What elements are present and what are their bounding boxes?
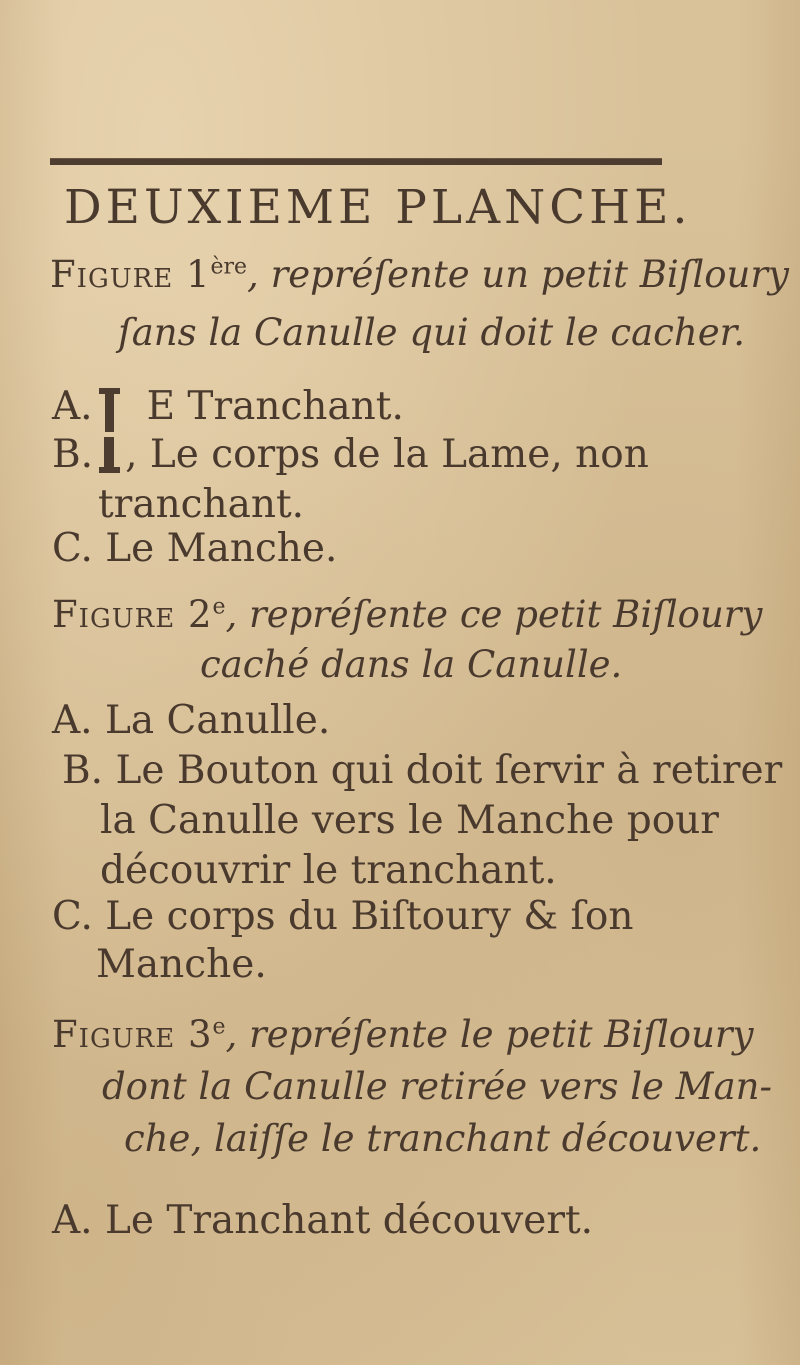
figure-2-label: Figure 2 <box>52 593 213 636</box>
item-letter: B. <box>52 432 94 477</box>
figure-3-item-a: A. Le Tranchant découvert. <box>52 1198 594 1243</box>
figure-2-item-c-cont: Manche. <box>96 942 267 987</box>
figure-2-item-c: C. Le corps du Biſtoury & ſon <box>52 894 634 939</box>
figure-2-item-a: A. La Canulle. <box>52 698 331 743</box>
blade-body-icon <box>97 437 119 477</box>
figure-1-item-c <box>52 518 337 580</box>
figure-3-caption-line-2: dont la Canulle retirée vers le Man- <box>102 1065 772 1108</box>
plate-heading: DEUXIEME PLANCHE. <box>64 180 692 235</box>
figure-1-caption-line-1 <box>50 244 789 306</box>
figure-3-ordinal: e <box>212 1014 226 1040</box>
figure-3-caption-text: , repréſente le petit Biſloury <box>225 1013 754 1056</box>
figure-2-item-b-cont-2: découvrir le tranchant. <box>100 848 557 893</box>
figure-3-caption-line-3: che, laiſſe le tranchant découvert. <box>124 1117 762 1160</box>
figure-2-caption-text: , repréſente ce petit Biſloury <box>225 593 763 636</box>
item-text: E Tranchant. <box>146 384 404 429</box>
figure-1-label: Figure 1 <box>50 253 211 296</box>
header-rule <box>50 158 662 165</box>
figure-2-item-b-cont-1: la Canulle vers le Manche pour <box>100 798 719 843</box>
item-text: Le Manche. <box>105 526 338 571</box>
figure-1-ordinal: ère <box>210 254 248 280</box>
figure-2-item-b: B. Le Bouton qui doit ſervir à retirer <box>62 748 783 793</box>
figure-1-caption-line-2: ſans la Canulle qui doit le cacher. <box>118 311 745 354</box>
figure-3-label: Figure 3 <box>52 1013 213 1056</box>
figure-1-item-b-cont: tranchant. <box>98 482 305 527</box>
item-letter: C. <box>52 526 93 571</box>
item-text: , Le corps de la Lame, non <box>125 432 649 477</box>
figure-2-ordinal: e <box>212 594 226 620</box>
item-letter: A. <box>52 384 93 429</box>
figure-2-caption-line-2: caché dans la Canulle. <box>200 643 623 686</box>
figure-1-caption-text: , repréſente un petit Biſloury <box>247 253 789 296</box>
